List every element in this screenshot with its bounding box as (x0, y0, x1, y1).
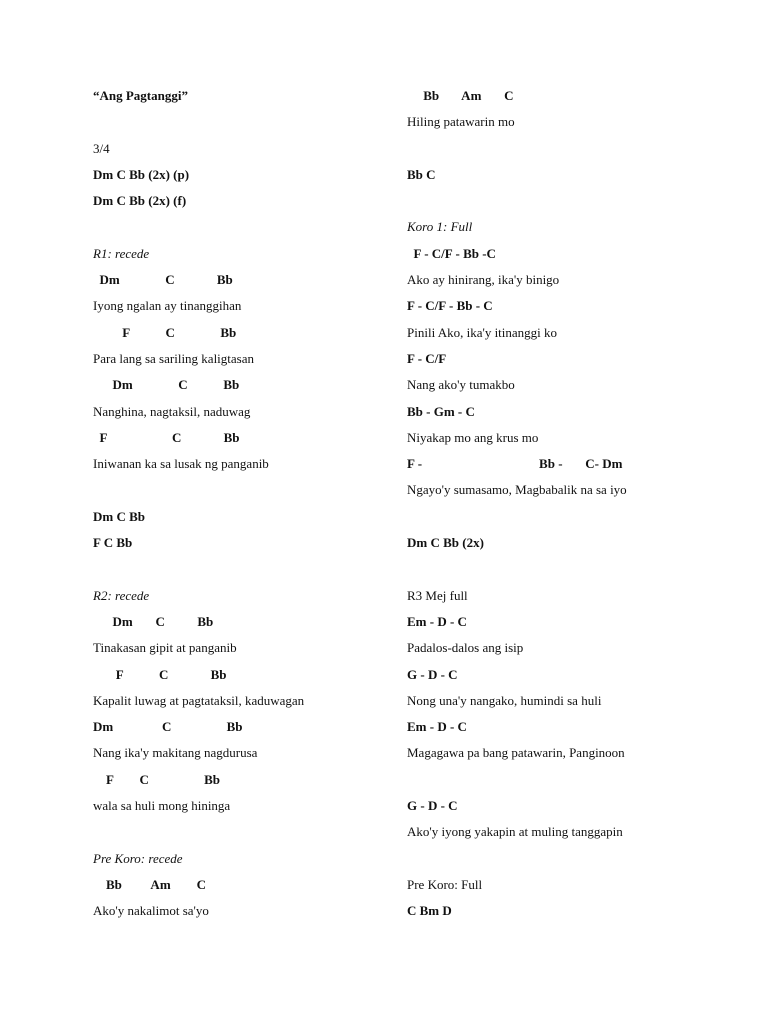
lyric-line: Nong una'y nangako, humindi sa huli (407, 692, 602, 708)
chord-line: F C Bb (93, 324, 237, 340)
blank-line (407, 136, 737, 162)
lyric-line: Kapalit luwag at pagtataksil, kaduwagan (93, 692, 305, 708)
lyric-line: Iyong ngalan ay tinanggihan (93, 298, 242, 314)
chord-line: F C Bb (93, 666, 227, 682)
lyric-line: Tinakasan gipit at panganib (93, 640, 237, 656)
blank-line (93, 109, 393, 135)
chord-line: F C Bb (93, 429, 240, 445)
lyric-line: Ngayo'y sumasamo, Magbabalik na sa iyo (407, 482, 627, 498)
chord-line: Bb C (407, 166, 436, 182)
section-label: Koro 1: Full (407, 219, 473, 235)
lyric-line: Ako ay hinirang, ika'y binigo (407, 272, 560, 288)
chord-line: Dm C Bb (2x) (407, 535, 484, 551)
chord-line: Dm C Bb (2x) (p) (93, 166, 190, 182)
chord-line: Dm C Bb (93, 719, 243, 735)
lyric-line: Iniwanan ka sa lusak ng panganib (93, 456, 269, 472)
lyric-line: Niyakap mo ang krus mo (407, 429, 539, 445)
chord-line: F - Bb - C- Dm (407, 456, 623, 472)
lyric-line: Padalos-dalos ang isip (407, 640, 524, 656)
lyric-line: Ako'y iyong yakapin at muling tanggapin (407, 824, 623, 840)
chord-line: C Bm D (407, 903, 452, 919)
chord-line: Dm C Bb (93, 508, 146, 524)
chord-line: Dm C Bb (93, 377, 240, 393)
blank-line (93, 556, 393, 582)
blank-line (407, 556, 737, 582)
blank-line (407, 846, 737, 872)
section-label: R2: recede (93, 587, 150, 603)
blank-line (407, 504, 737, 530)
right-column (407, 83, 737, 925)
chord-line: Bb Am C (407, 88, 514, 103)
chord-line: Dm C Bb (93, 272, 233, 288)
chord-line: F C Bb (93, 535, 133, 551)
lyric-line: Hiling patawarin mo (407, 114, 515, 130)
lyric-line: 3/4 (93, 140, 110, 156)
blank-line (93, 477, 393, 503)
lyric-line: Para lang sa sariling kaligtasan (93, 350, 255, 366)
chord-line: Bb - Gm - C (407, 403, 475, 419)
lyric-line: Pinili Ako, ika'y itinanggi ko (407, 324, 558, 340)
lyric-line: R3 Mej full (407, 587, 468, 603)
song-title: “Ang Pagtanggi” (93, 88, 188, 103)
left-column (93, 83, 393, 925)
chord-line: G - D - C (407, 666, 458, 682)
chord-line: F - C/F (407, 350, 447, 366)
chord-line: G - D - C (407, 798, 458, 814)
chord-line: Bb Am C (93, 876, 207, 892)
lyric-line: Magagawa pa bang patawarin, Panginoon (407, 745, 625, 761)
chord-line: Dm C Bb (93, 613, 214, 629)
chord-line: Em - D - C (407, 719, 467, 735)
chord-line: F - C/F - Bb -C (407, 245, 496, 261)
lyric-line: wala sa huli mong hininga (93, 798, 231, 814)
section-label: Pre Koro: recede (93, 850, 183, 866)
chord-line: F - C/F - Bb - C (407, 298, 493, 314)
blank-line (407, 767, 737, 793)
blank-line (407, 188, 737, 214)
blank-line (93, 214, 393, 240)
lyric-line: Nanghina, nagtaksil, naduwag (93, 403, 251, 419)
blank-line (93, 819, 393, 845)
chord-line: F C Bb (93, 771, 220, 787)
lyric-line: Pre Koro: Full (407, 876, 483, 892)
chord-line: Dm C Bb (2x) (f) (93, 193, 187, 209)
lyric-line: Nang ako'y tumakbo (407, 377, 515, 393)
chord-line: Em - D - C (407, 613, 467, 629)
section-label: R1: recede (93, 245, 150, 261)
lyric-line: Nang ika'y makitang nagdurusa (93, 745, 258, 761)
lyric-line: Ako'y nakalimot sa'yo (93, 903, 209, 919)
